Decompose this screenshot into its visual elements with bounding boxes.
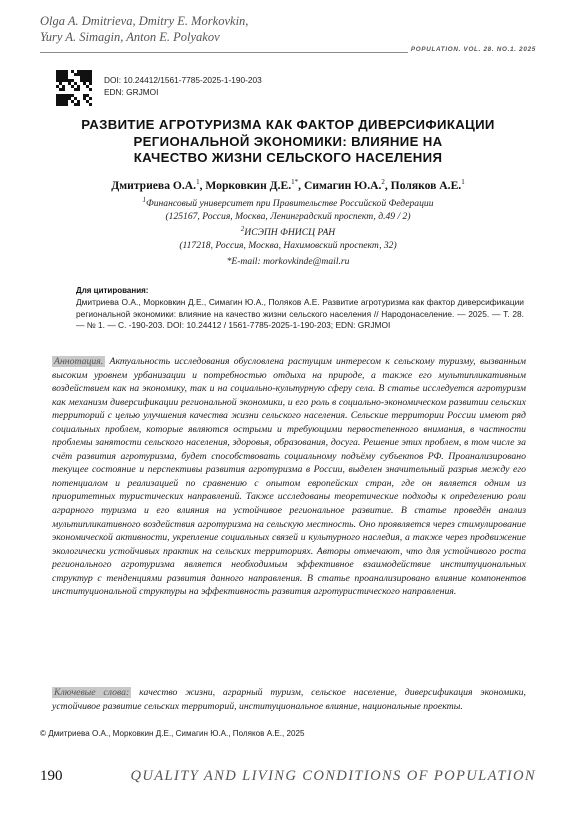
title-line: РАЗВИТИЕ АГРОТУРИЗМА КАК ФАКТОР ДИВЕРСИФИКАЦИИ [81,117,495,132]
page-number: 190 [40,768,63,784]
author-name: Дмитриева О.А. [111,178,197,192]
author-list [40,178,536,192]
author-separator: , [199,178,206,192]
corresponding-email: *E-mail: morkovkinde@mail.ru [226,256,350,267]
qr-code-icon [56,70,92,106]
author-mark: 2 [381,178,385,186]
author-mark: 1 [461,178,465,186]
citation-text: Дмитриева О.А., Морковкин Д.Е., Симагин Ю.А., Поляков А.Е. Развитие агротуризма как фактор диверсификации региональной экономики: влияние на качество жизни сельского населения // Народонаселение. — 2025. — Т. 28. — № 1. — С. -190-203. DOI: 10.24412 / 1561-7785-2025-1-190-203; EDN: GRJMOI [76,297,524,331]
doi-text: DOI: 10.24412/1561-7785-2025-1-190-203 [104,75,262,85]
running-head-authors-line2: Yury A. Simagin, Anton E. Polyakov [40,30,220,44]
affiliation-1-name [40,194,536,210]
abstract-text: Актуальность исследования обусловлена растущим интересом к сельскому туризму, вызванным высоким уровнем урбанизации и потребностью отдыха на природе, а также его мультипликативным воздействием как на экономику, так и на социально-культурную сферу села. В статье исследуется агротуризм как механизм диверсификации региональной экономики, и его роль в социально-экономическом развитии сельских территорий с целью улучшения качества жизни сельского населения. Сельские территории России имеют ряд социальных проблем, которые являются острыми и требующими первостепенного внимания, в частности проблемы занятости сельского населения, здоровья, образования, досуга. Решение этих проблем, в том числе за счёт развития агротуризма, будет способствовать социальному подъёму субъектов РФ. Проанализировано текущее состояние и перспективы развития агротуризма в России, выделен значительный разрыв между его потенциалом и реализацией по сравнению с опытом европейских стран, где он является одним из приоритетных туристических направлений. Также исследованы теоретические подходы к определению роли аграрного туризма и его влияния на устойчивое региональное развитие. В статье проведён анализ мультипликативного воздействия агротуризма на сельскую местность. Оно проявляется через стимулирование экономической активности, укрепление социальных связей и культурного наследия, а также через продвижение экологически устойчивых практик на сельских территориях. Авторы отмечают, что для устойчивого роста регионального агротуризма является необходимым эффективное взаимодействие институциональных структур с тенденциями развития данного направления. В статье проанализировано влияние компонентов институциональной структуры на эффективность развития агротуристического направления. [52,356,527,598]
affiliation-2-name [40,223,536,239]
affiliation-2-address: (117218, Россия, Москва, Нахимовский проспект, 32) [179,240,397,252]
copyright-notice: © Дмитриева О.А., Морковкин Д.Е., Симагин Ю.А., Поляков А.Е., 2025 [40,729,305,738]
author-name: Морковкин Д.Е. [205,178,292,192]
abstract-label: Аннотация. [54,356,104,367]
affiliation-mark: 2 [240,225,245,234]
affiliations [40,194,536,252]
affiliation-name: ИСЭПН ФНИСЦ РАН [244,227,336,239]
author-separator: , [384,178,391,192]
citation-heading: Для цитирования: [76,286,149,295]
running-head-authors-line1: Olga A. Dmitrieva, Dmitry E. Morkovkin, [40,14,249,28]
author-name: Поляков А.Е. [390,178,462,192]
title-line: РЕГИОНАЛЬНОЙ ЭКОНОМИКИ: ВЛИЯНИЕ НА [133,133,443,149]
affiliation-mark: 1 [142,196,146,204]
author-name: Симагин Ю.А. [303,178,382,192]
affiliation-name: Финансовый университет при Правительстве Российской Федерации [146,198,434,210]
affiliation-1-address: (125167, Россия, Москва, Ленинградский проспект, д.49 / 2) [165,211,411,223]
keywords-text: качество жизни, аграрный туризм, сельское население, диверсификация экономики, устойчивое развитие сельских территорий, институциональное влияние, национальные проекты. [52,687,526,712]
keywords [52,686,526,713]
footer-journal-title: QUALITY AND LIVING CONDITIONS OF POPULATION [130,768,536,784]
title-line: КАЧЕСТВО ЖИЗНИ СЕЛЬСКОГО НАСЕЛЕНИЯ [133,150,443,166]
article-identifiers [104,74,262,98]
author-mark: 1* [291,178,299,186]
edn-text: EDN: GRJMOI [104,87,159,97]
article-title [40,117,536,167]
running-head-journal: POPULATION. VOL. 28. NO.1. 2025 [410,46,536,53]
running-head-authors [40,13,340,45]
author-mark: 1 [196,178,200,186]
header-rule [40,52,408,53]
author-separator: , [298,178,304,192]
abstract [52,355,526,599]
keywords-label: Ключевые слова: [54,687,130,698]
